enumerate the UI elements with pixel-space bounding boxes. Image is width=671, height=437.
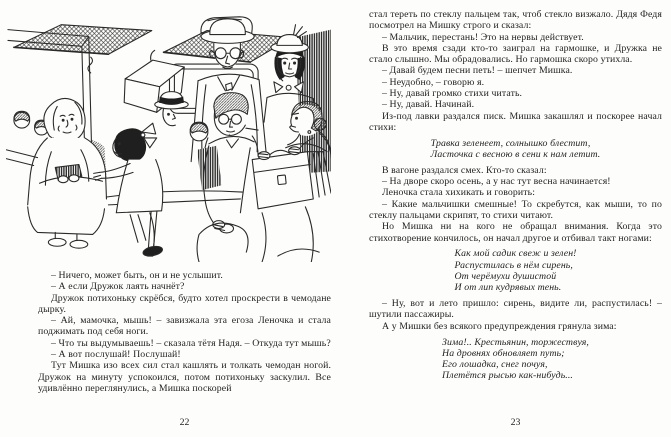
verse-block	[442, 337, 589, 382]
paragraph: – Ну, давай. Начинай.	[382, 99, 475, 111]
paragraph: Но Мишка ни на кого не обращал внимания. Когда это стихотворение кончилось, он начал другое и отбивал такт ногами:	[369, 221, 662, 244]
paragraph: – А если Дружок лаять начнёт?	[51, 281, 185, 293]
verse-line: Плетётся рысью как-нибудь...	[442, 370, 573, 382]
left-page-text	[38, 270, 331, 394]
paragraph: Леночка стала хихикать и говорить:	[382, 187, 536, 199]
paragraph: стал тереть по стеклу пальцем так, чтоб стекло визжало. Дядя Федя посмотрел на Мишку строго и сказал:	[369, 9, 662, 32]
verse-line: И от лип кудрявых тень.	[454, 282, 562, 294]
paragraph: А у Мишки без всякого предупреждения грянула зима:	[382, 320, 617, 332]
left-page	[0, 0, 335, 437]
paragraph: – Давай будем песни петь! – шепчет Мишка.	[382, 65, 573, 77]
paragraph: – Ничего, может быть, он и не услышит.	[51, 270, 223, 281]
paragraph: – Ну, вот и лето пришло: сирень, видите ли, распустилась! – шутили пассажиры.	[369, 298, 662, 321]
train-carriage-illustration	[6, 4, 331, 262]
verse-line: Зима!.. Крестьянин, торжествуя,	[442, 336, 589, 348]
paragraph: Тут Мишка изо всех сил стал кашлять и толкать чемодан ногой. Дружок на минуту успокоился, потом потихоньку заскулил. Все удивлённо переглянулись, а Мишка поскорей	[38, 360, 331, 394]
verse-line: Ласточка с весною в сени к нам летит.	[430, 149, 601, 161]
verse-line: Травка зеленеет, солнышко блестит,	[430, 137, 591, 149]
verse-line: Как мой садик свеж и зелен!	[454, 248, 577, 260]
right-page-text	[369, 9, 662, 386]
paragraph: – Какие мальчишки смешные! То скребутся, как мыши, то по стеклу пальцами скрипят, то стихи читают.	[369, 198, 662, 222]
paragraph: Из-под лавки раздался писк. Мишка закашлял и поскорее начал стихи:	[369, 110, 662, 133]
paragraph: – На дворе скоро осень, а у нас тут весна начинается!	[382, 176, 611, 188]
paragraph: Дружок потихоньку скрёбся, будто хотел проскрести в чемодане дырку.	[38, 292, 331, 315]
paragraph: – Мальчик, перестань! Это на нервы действует.	[382, 31, 584, 43]
verse-block	[454, 248, 576, 293]
verse-line: На дровнях обновляет путь;	[442, 347, 565, 359]
verse-line: От черёмухи душистой	[454, 271, 557, 283]
page-number-right: 23	[510, 417, 521, 428]
paragraph: – Что ты выдумываешь! – сказала тётя Надя. – Откуда тут мышь?	[51, 337, 331, 349]
paragraph: – Ну, давай громко стихи читать.	[382, 88, 523, 100]
verse-line: Его лошадка, снег почуя,	[442, 359, 548, 371]
verse-line: Распустилась в нём сирень,	[454, 259, 573, 271]
paragraph: – Ай, мамочка, мышь! – завизжала эта егоза Леночка и стала поджимать под себя ноги.	[38, 315, 331, 338]
page-number-left: 22	[179, 417, 190, 428]
paragraph: В вагоне раздался смех. Кто-то сказал:	[382, 164, 547, 176]
right-page	[336, 0, 671, 437]
paragraph: – Неудобно, – говорю я.	[382, 76, 485, 88]
paragraph: В это время сзади кто-то заиграл на гармошке, и Дружка не стало слышно. Мы обрадовались. Но гармошка скоро утихла.	[369, 42, 662, 66]
verse-block	[431, 138, 601, 161]
paragraph: – А вот послушай! Послушай!	[51, 349, 181, 361]
